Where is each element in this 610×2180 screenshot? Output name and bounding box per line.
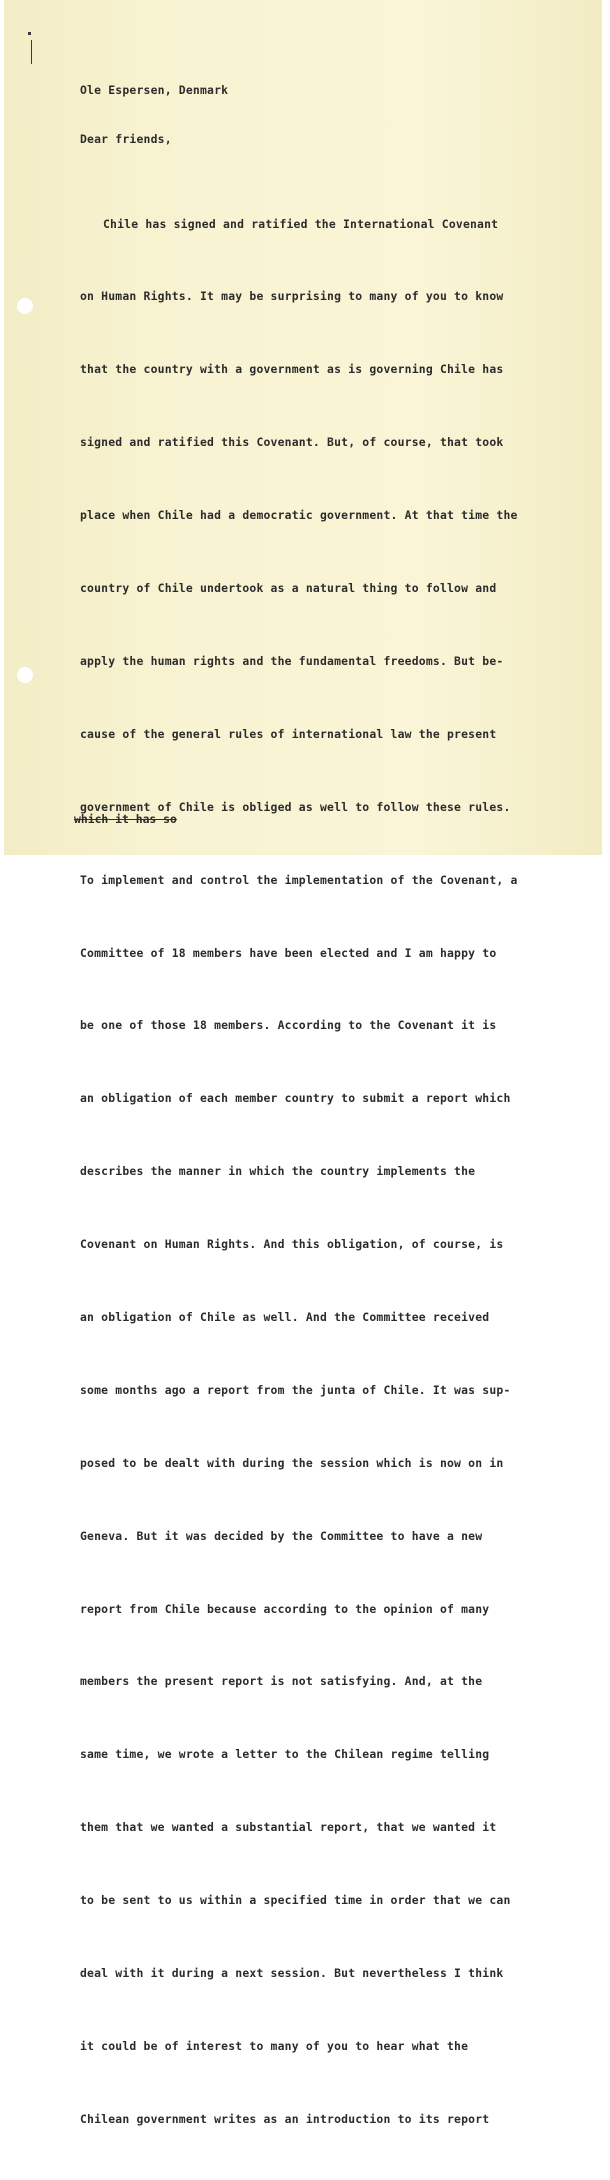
body-line: deal with it during a next session. But nevertheless I think [80,1965,504,1980]
document-page [4,0,602,2126]
body-line: cause of the general rules of international law the present [80,726,497,741]
body-line: describes the manner in which the country implements the [80,1164,476,1179]
body-line: place when Chile had a democratic government. At that time the [80,508,518,523]
body-line: Chilean government writes as an introduction to its report [80,2111,490,2126]
body-line: signed and ratified this Covenant. But, of course, that took [80,435,504,450]
ink-mark [31,40,32,64]
body-line: Chile has signed and ratified the International Covenant [103,216,499,231]
sender-line: Ole Espersen, Denmark [80,83,229,97]
punch-hole [17,667,33,683]
body-line: Geneva. But it was decided by the Committee to have a new [80,1528,483,1543]
body-line: some months ago a report from the junta of Chile. It was sup- [80,1382,511,1397]
body-line: an obligation of each member country to submit a report which [80,1091,511,1106]
salutation: Dear friends, [80,132,172,146]
body-line: it could be of interest to many of you to hear what the [80,2038,469,2053]
body-line: an obligation of Chile as well. And the Committee received [80,1309,490,1324]
body-line: To implement and control the implementation of the Covenant, a [80,872,518,887]
body-line: posed to be dealt with during the session which is now on in [80,1455,504,1470]
body-line: apply the human rights and the fundamental freedoms. But be- [80,653,504,668]
letter-body [80,163,518,2180]
body-line: report from Chile because according to the opinion of many [80,1601,490,1616]
body-line: Committee of 18 members have been elected and I am happy to [80,945,497,960]
body-line: on Human Rights. It may be surprising to many of you to know [80,289,504,304]
ink-mark [28,32,31,35]
body-line: government of Chile is obliged as well to follow these rules. [80,799,511,814]
body-line: be one of those 18 members. According to the Covenant it is [80,1018,497,1033]
body-line: country of Chile undertook as a natural thing to follow and [80,581,497,596]
body-line: to be sent to us within a specified time in order that we can [80,1893,511,1908]
body-line: them that we wanted a substantial report, that we wanted it [80,1820,497,1835]
body-line: members the present report is not satisfying. And, at the [80,1674,483,1689]
body-line: that the country with a government as is governing Chile has [80,362,504,377]
punch-hole [17,298,33,314]
body-line: Covenant on Human Rights. And this obligation, of course, is [80,1237,504,1252]
body-line: same time, we wrote a letter to the Chilean regime telling [80,1747,490,1762]
struck-through-line: which it has so [74,812,177,826]
